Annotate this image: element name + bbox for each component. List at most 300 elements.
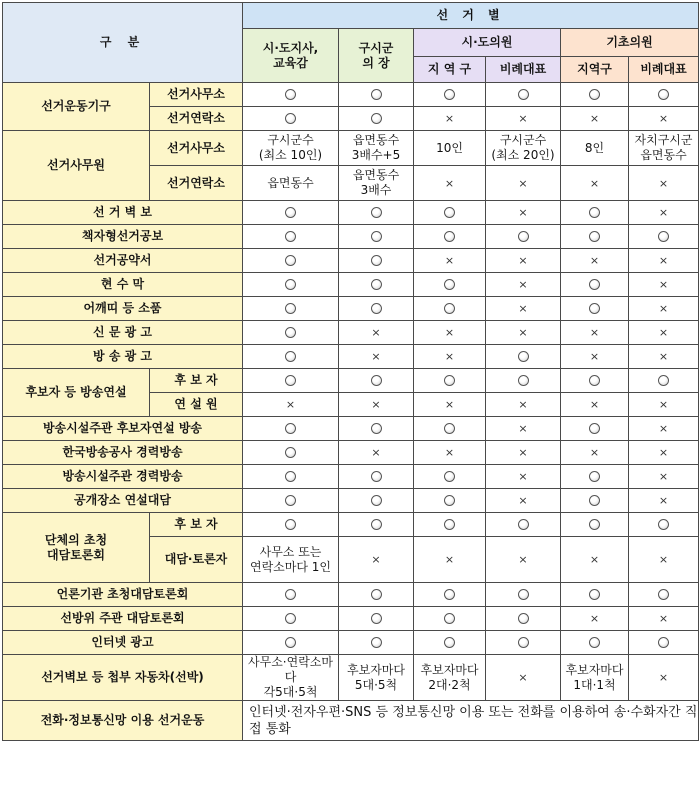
value-cell (561, 249, 629, 273)
value-cell (486, 607, 561, 631)
cross-mark-icon: × (444, 176, 455, 190)
circle-mark-icon (285, 255, 296, 266)
cross-mark-icon: × (658, 612, 669, 625)
value-cell (486, 655, 561, 701)
value-cell (243, 107, 339, 131)
row-category: 후보자 등 방송연설 (3, 369, 150, 417)
value-cell (561, 166, 629, 201)
value-cell (339, 369, 414, 393)
value-cell (629, 489, 699, 513)
cross-mark-icon: × (658, 446, 669, 459)
cross-mark-icon: × (589, 446, 600, 459)
circle-mark-icon (444, 207, 455, 218)
circle-mark-icon (444, 613, 455, 624)
value-cell (629, 201, 699, 225)
value-cell (561, 201, 629, 225)
circle-mark-icon (371, 637, 382, 648)
value-cell (339, 631, 414, 655)
table-row (3, 417, 699, 441)
value-cell (561, 607, 629, 631)
table-row (3, 201, 699, 225)
value-cell (414, 166, 486, 201)
row-subcategory: 선거사무소 (150, 131, 243, 166)
cross-mark-icon: × (589, 350, 600, 363)
value-cell (243, 297, 339, 321)
value-cell (414, 345, 486, 369)
circle-mark-icon (444, 231, 455, 242)
circle-mark-icon (589, 471, 600, 482)
cross-mark-icon: × (658, 206, 669, 219)
circle-mark-icon (371, 519, 382, 530)
header-sub-district2: 지역구 (561, 57, 629, 83)
circle-mark-icon (518, 519, 529, 530)
circle-mark-icon (518, 637, 529, 648)
value-cell (339, 583, 414, 607)
circle-mark-icon (444, 471, 455, 482)
circle-mark-icon (285, 637, 296, 648)
value-cell (243, 441, 339, 465)
table-row (3, 583, 699, 607)
value-cell (629, 583, 699, 607)
value-cell (414, 369, 486, 393)
value-cell (243, 321, 339, 345)
circle-mark-icon (518, 89, 529, 100)
value-cell (339, 83, 414, 107)
value-cell (561, 321, 629, 345)
cross-mark-icon: × (658, 254, 669, 267)
table-row (3, 489, 699, 513)
row-subcategory: 후 보 자 (150, 369, 243, 393)
value-cell (243, 393, 339, 417)
circle-mark-icon (371, 303, 382, 314)
circle-mark-icon (589, 279, 600, 290)
value-cell (414, 441, 486, 465)
cross-mark-icon: × (589, 398, 600, 411)
circle-mark-icon (589, 637, 600, 648)
value-cell (243, 201, 339, 225)
circle-mark-icon (371, 423, 382, 434)
cross-mark-icon: × (518, 671, 528, 684)
row-category: 방 송 광 고 (3, 345, 243, 369)
circle-mark-icon (285, 351, 296, 362)
value-cell (243, 489, 339, 513)
value-cell (486, 249, 561, 273)
cross-mark-icon: × (589, 112, 600, 125)
row-subcategory: 선거연락소 (150, 166, 243, 201)
value-cell: 읍면동수 3배수+5 (339, 131, 414, 166)
value-cell (486, 513, 561, 537)
value-cell (339, 465, 414, 489)
row-subcategory: 선거연락소 (150, 107, 243, 131)
value-cell (629, 107, 699, 131)
cross-mark-icon: × (658, 470, 669, 483)
cross-mark-icon: × (518, 470, 528, 483)
table-row (3, 273, 699, 297)
value-cell (486, 107, 561, 131)
row-category: 선 거 벽 보 (3, 201, 243, 225)
cross-mark-icon: × (658, 278, 669, 291)
value-cell (561, 225, 629, 249)
cross-mark-icon: × (444, 553, 455, 566)
cross-mark-icon: × (371, 350, 381, 363)
value-cell: 10인 (414, 131, 486, 166)
value-cell (486, 393, 561, 417)
value-cell (414, 583, 486, 607)
value-cell (629, 513, 699, 537)
circle-mark-icon (285, 447, 296, 458)
value-cell (243, 225, 339, 249)
circle-mark-icon (371, 113, 382, 124)
cross-mark-icon: × (658, 350, 669, 363)
value-cell (561, 369, 629, 393)
value-cell (486, 537, 561, 583)
value-cell (243, 369, 339, 393)
value-cell: 8인 (561, 131, 629, 166)
cross-mark-icon: × (444, 254, 455, 267)
circle-mark-icon (589, 423, 600, 434)
header-gubun: 구 분 (3, 3, 243, 83)
row-long-text: 인터넷·전자우편·SNS 등 정보통신망 이용 또는 전화를 이용하여 송·수화자간 직접 통화 (243, 701, 699, 741)
circle-mark-icon (371, 89, 382, 100)
circle-mark-icon (658, 89, 669, 100)
value-cell (629, 369, 699, 393)
value-cell (339, 513, 414, 537)
value-cell (486, 345, 561, 369)
value-cell (243, 273, 339, 297)
header-sub-proportional2: 비례대표 (629, 57, 699, 83)
circle-mark-icon (285, 589, 296, 600)
value-cell (629, 249, 699, 273)
cross-mark-icon: × (518, 112, 528, 125)
header-col-sido: 시·도지사, 교육감 (243, 29, 339, 83)
header-by-election: 선 거 별 (243, 3, 699, 29)
circle-mark-icon (371, 495, 382, 506)
value-cell (414, 417, 486, 441)
row-category: 현 수 막 (3, 273, 243, 297)
value-cell (414, 225, 486, 249)
cross-mark-icon: × (658, 671, 669, 684)
value-cell (629, 417, 699, 441)
table-row (3, 465, 699, 489)
value-cell (243, 249, 339, 273)
value-cell (629, 631, 699, 655)
value-cell (629, 321, 699, 345)
row-category: 단체의 초청 대담토론회 (3, 513, 150, 583)
circle-mark-icon (371, 255, 382, 266)
value-cell (243, 83, 339, 107)
value-cell (629, 607, 699, 631)
value-cell (339, 297, 414, 321)
table-row (3, 225, 699, 249)
value-cell (561, 107, 629, 131)
row-category: 선거사무원 (3, 131, 150, 201)
value-cell: 후보자마다 2대·2척 (414, 655, 486, 701)
value-cell (414, 607, 486, 631)
table-row (3, 607, 699, 631)
circle-mark-icon (589, 495, 600, 506)
cross-mark-icon: × (444, 398, 455, 411)
value-cell (243, 345, 339, 369)
value-cell (561, 583, 629, 607)
value-cell: 자치구시군 읍면동수 (629, 131, 699, 166)
row-category: 방송시설주관 후보자연설 방송 (3, 417, 243, 441)
value-cell (339, 273, 414, 297)
cross-mark-icon: × (658, 326, 669, 339)
row-category: 선거공약서 (3, 249, 243, 273)
circle-mark-icon (589, 89, 600, 100)
value-cell (339, 441, 414, 465)
value-cell (629, 273, 699, 297)
value-cell (339, 321, 414, 345)
cross-mark-icon: × (444, 112, 455, 125)
cross-mark-icon: × (371, 553, 381, 566)
header-group-basic-council: 기초의원 (561, 29, 699, 57)
table-row (3, 321, 699, 345)
value-cell (486, 273, 561, 297)
cross-mark-icon: × (518, 254, 528, 267)
circle-mark-icon (371, 471, 382, 482)
header-sub-proportional: 비례대표 (486, 57, 561, 83)
header-col-gusi: 구시군 의 장 (339, 29, 414, 83)
circle-mark-icon (658, 231, 669, 242)
value-cell (414, 83, 486, 107)
circle-mark-icon (444, 375, 455, 386)
value-cell (561, 489, 629, 513)
table-row (3, 631, 699, 655)
value-cell: 읍면동수 (243, 166, 339, 201)
table-row (3, 655, 699, 701)
value-cell (561, 345, 629, 369)
value-cell (486, 83, 561, 107)
value-cell (414, 631, 486, 655)
circle-mark-icon (285, 423, 296, 434)
value-cell (339, 607, 414, 631)
value-cell (629, 297, 699, 321)
circle-mark-icon (371, 231, 382, 242)
value-cell (629, 166, 699, 201)
circle-mark-icon (371, 375, 382, 386)
cross-mark-icon: × (285, 398, 296, 411)
circle-mark-icon (285, 327, 296, 338)
circle-mark-icon (371, 207, 382, 218)
value-cell: 구시군수 (최소 10인) (243, 131, 339, 166)
value-cell: 구시군수 (최소 20인) (486, 131, 561, 166)
circle-mark-icon (444, 89, 455, 100)
circle-mark-icon (658, 375, 669, 386)
value-cell (561, 83, 629, 107)
row-subcategory: 대담·토론자 (150, 537, 243, 583)
circle-mark-icon (589, 207, 600, 218)
cross-mark-icon: × (371, 326, 381, 339)
value-cell (339, 417, 414, 441)
cross-mark-icon: × (518, 494, 528, 507)
table-row (3, 701, 699, 741)
table-row (3, 83, 699, 107)
value-cell (486, 321, 561, 345)
value-cell (561, 393, 629, 417)
cross-mark-icon: × (589, 553, 600, 566)
cross-mark-icon: × (589, 176, 600, 190)
cross-mark-icon: × (658, 422, 669, 435)
circle-mark-icon (589, 589, 600, 600)
value-cell: 후보자마다 1대·1척 (561, 655, 629, 701)
circle-mark-icon (658, 519, 669, 530)
circle-mark-icon (518, 589, 529, 600)
value-cell (414, 297, 486, 321)
circle-mark-icon (371, 279, 382, 290)
row-category: 한국방송공사 경력방송 (3, 441, 243, 465)
cross-mark-icon: × (658, 398, 669, 411)
cross-mark-icon: × (518, 446, 528, 459)
cross-mark-icon: × (518, 302, 528, 315)
value-cell (629, 655, 699, 701)
cross-mark-icon: × (589, 254, 600, 267)
value-cell (339, 225, 414, 249)
cross-mark-icon: × (518, 176, 528, 190)
value-cell (629, 441, 699, 465)
value-cell (629, 537, 699, 583)
circle-mark-icon (518, 351, 529, 362)
row-category: 공개장소 연설대담 (3, 489, 243, 513)
row-subcategory: 선거사무소 (150, 83, 243, 107)
cross-mark-icon: × (444, 446, 455, 459)
table-row (3, 345, 699, 369)
row-category: 인터넷 광고 (3, 631, 243, 655)
value-cell (629, 393, 699, 417)
row-category: 언론기관 초청대담토론회 (3, 583, 243, 607)
cross-mark-icon: × (658, 176, 669, 190)
value-cell (486, 631, 561, 655)
value-cell (243, 513, 339, 537)
circle-mark-icon (444, 423, 455, 434)
value-cell (486, 369, 561, 393)
row-category: 어깨띠 등 소품 (3, 297, 243, 321)
circle-mark-icon (518, 231, 529, 242)
cross-mark-icon: × (589, 612, 600, 625)
table-row (3, 297, 699, 321)
circle-mark-icon (444, 279, 455, 290)
table-row (3, 249, 699, 273)
value-cell (486, 583, 561, 607)
value-cell (339, 201, 414, 225)
circle-mark-icon (444, 495, 455, 506)
row-category: 책자형선거공보 (3, 225, 243, 249)
value-cell (243, 607, 339, 631)
row-subcategory: 연 설 원 (150, 393, 243, 417)
cross-mark-icon: × (518, 206, 528, 219)
cross-mark-icon: × (589, 326, 600, 339)
circle-mark-icon (285, 471, 296, 482)
circle-mark-icon (285, 303, 296, 314)
value-cell (486, 297, 561, 321)
value-cell (414, 321, 486, 345)
value-cell (561, 465, 629, 489)
value-cell (414, 249, 486, 273)
circle-mark-icon (285, 519, 296, 530)
cross-mark-icon: × (658, 302, 669, 315)
value-cell (561, 537, 629, 583)
circle-mark-icon (285, 279, 296, 290)
value-cell (629, 225, 699, 249)
value-cell (486, 441, 561, 465)
value-cell (339, 537, 414, 583)
value-cell (243, 465, 339, 489)
value-cell (486, 489, 561, 513)
cross-mark-icon: × (518, 398, 528, 411)
value-cell (414, 537, 486, 583)
header-sub-district: 지 역 구 (414, 57, 486, 83)
value-cell (243, 583, 339, 607)
value-cell (486, 465, 561, 489)
value-cell (339, 107, 414, 131)
value-cell (561, 297, 629, 321)
circle-mark-icon (444, 637, 455, 648)
cross-mark-icon: × (518, 326, 528, 339)
row-category: 선거운동기구 (3, 83, 150, 131)
value-cell (414, 513, 486, 537)
table-row (3, 441, 699, 465)
value-cell (629, 465, 699, 489)
circle-mark-icon (444, 589, 455, 600)
cross-mark-icon: × (444, 350, 455, 363)
circle-mark-icon (285, 89, 296, 100)
value-cell (339, 345, 414, 369)
circle-mark-icon (518, 375, 529, 386)
table-row (3, 369, 699, 393)
circle-mark-icon (285, 375, 296, 386)
circle-mark-icon (589, 519, 600, 530)
value-cell (486, 417, 561, 441)
circle-mark-icon (589, 303, 600, 314)
value-cell (339, 393, 414, 417)
circle-mark-icon (518, 613, 529, 624)
row-category: 신 문 광 고 (3, 321, 243, 345)
value-cell (486, 166, 561, 201)
value-cell (414, 489, 486, 513)
value-cell (561, 513, 629, 537)
value-cell (414, 393, 486, 417)
cross-mark-icon: × (518, 278, 528, 291)
header-group-sido-council: 시·도의원 (414, 29, 561, 57)
value-cell (561, 631, 629, 655)
value-cell: 사무소·연락소마다 각5대·5척 (243, 655, 339, 701)
circle-mark-icon (371, 589, 382, 600)
circle-mark-icon (285, 207, 296, 218)
value-cell (414, 465, 486, 489)
circle-mark-icon (285, 613, 296, 624)
circle-mark-icon (285, 113, 296, 124)
value-cell: 사무소 또는 연락소마다 1인 (243, 537, 339, 583)
value-cell (486, 201, 561, 225)
value-cell (243, 631, 339, 655)
value-cell (561, 273, 629, 297)
value-cell (414, 273, 486, 297)
circle-mark-icon (589, 231, 600, 242)
value-cell (414, 201, 486, 225)
value-cell: 읍면동수 3배수 (339, 166, 414, 201)
circle-mark-icon (285, 231, 296, 242)
value-cell (243, 417, 339, 441)
election-campaign-table (2, 2, 699, 741)
cross-mark-icon: × (658, 112, 669, 125)
cross-mark-icon: × (658, 494, 669, 507)
row-category: 방송시설주관 경력방송 (3, 465, 243, 489)
circle-mark-icon (658, 589, 669, 600)
value-cell (561, 417, 629, 441)
circle-mark-icon (285, 495, 296, 506)
value-cell (486, 225, 561, 249)
circle-mark-icon (444, 303, 455, 314)
